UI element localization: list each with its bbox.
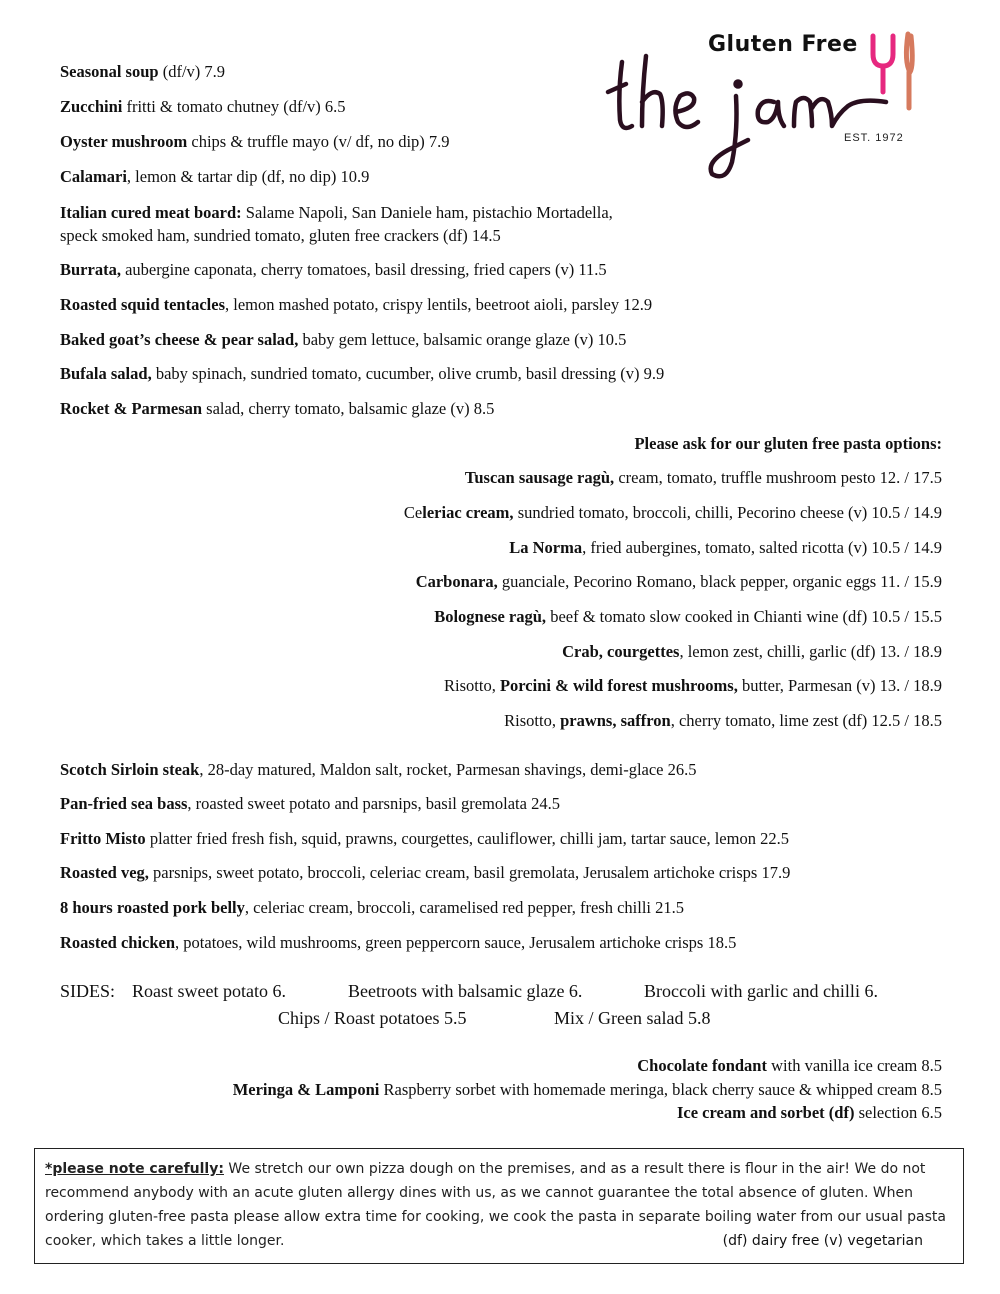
diet-legend: (df) dairy free (v) vegetarian [722,1233,923,1249]
menu-item: Celeriac cream, sundried tomato, broccoli, chilli, Pecorino cheese (v) 10.5 / 14.9 [403,503,942,522]
menu-item [60,97,346,117]
menu-item [233,1080,942,1100]
brand-est: EST. 1972 [844,132,904,144]
note-body: We stretch our own pizza dough on the premises, and as a result there is flour in the air! We do not recommend anybody with an acute gluten allergy dines with us, as we cannot guarantee the total absence of gluten. When ordering gluten-free pasta please allow extra time for cooking, we cook the pasta in separate boiling water from our usual pasta cooker, which takes a little longer. [45,1161,946,1249]
item-desc: , lemon mashed potato, crispy lentils, beetroot aioli, parsley 12.9 [225,295,653,314]
item-name: Meringa & Lamponi [232,1080,380,1099]
item-name: Roasted veg, [60,863,149,882]
item-name: Italian cured meat board: [60,203,242,222]
item-name: Burrata, [60,260,121,279]
menu-item [562,642,942,662]
menu-item [509,538,942,558]
item-desc: salad, cherry tomato, balsamic glaze (v) 8.5 [202,399,495,418]
brand-tagline: Gluten Free [708,32,858,57]
item-name: Roasted squid tentacles [60,295,226,314]
item-name: Oyster mushroom [60,132,188,151]
side-item: Beetroots with balsamic glaze 6. [348,981,583,1001]
item-name: Carbonara, [415,572,498,591]
menu-item [434,607,942,627]
item-name: Chocolate fondant [637,1056,767,1075]
item-desc: aubergine caponata, cherry tomatoes, basil dressing, fried capers (v) 11.5 [120,260,607,279]
menu-item [60,167,369,187]
item-name: Tuscan sausage ragù, [464,468,615,487]
allergy-note [34,1148,964,1264]
menu-item [60,863,790,883]
menu-item [60,760,697,780]
item-name: Roasted chicken [60,933,176,952]
item-desc: , 28-day matured, Maldon salt, rocket, Parmesan shavings, demi-glace 26.5 [199,760,697,779]
menu-item [60,330,626,350]
side-item: Roast sweet potato 6. [132,981,286,1001]
item-desc: Salame Napoli, San Daniele ham, pistachio Mortadella, [241,203,613,222]
item-name: 8 hours roasted pork belly [60,898,245,917]
menu-item [60,295,652,315]
item-desc: , lemon zest, chilli, garlic (df) 13. / 18.9 [679,642,942,661]
item-name: Crab, courgettes [562,642,680,661]
menu-item [60,794,560,814]
item-desc: chips & truffle mayo (v/ df, no dip) 7.9 [187,132,450,151]
menu-item [637,1056,942,1076]
item-name: Rocket & Parmesan [60,399,203,418]
item-name: Zucchini [60,97,123,116]
pasta-heading: Please ask for our gluten free pasta options: [634,434,942,453]
item-desc: cream, tomato, truffle mushroom pesto 12. / 17.5 [614,468,942,487]
item-name: Pan-fried sea bass [60,794,188,813]
item-name: La Norma [509,538,583,557]
brand-logo [598,22,918,192]
side-item: Mix / Green salad 5.8 [554,1008,711,1028]
item-name: Baked goat’s cheese & pear salad, [60,330,299,349]
item-desc: selection 6.5 [854,1103,942,1122]
item-name: Bolognese ragù, [434,607,547,626]
menu-item [465,468,942,488]
item-desc: Raspberry sorbet with homemade meringa, black cherry sauce & whipped cream 8.5 [379,1080,942,1099]
menu-item [60,260,607,280]
item-desc: parsnips, sweet potato, broccoli, celeriac cream, basil gremolata, Jerusalem artichoke crisps 17.9 [148,863,791,882]
menu-item: Risotto, Porcini & wild forest mushrooms, butter, Parmesan (v) 13. / 18.9 [444,676,942,695]
item-name: Ice cream and sorbet (df) [676,1103,855,1122]
menu-item [60,933,736,953]
item-name: Scotch Sirloin steak [60,760,200,779]
item-name: leriac cream, [422,503,514,522]
item-desc: sundried tomato, broccoli, chilli, Pecorino cheese (v) 10.5 / 14.9 [513,503,942,522]
menu-item [60,132,450,152]
menu-item [416,572,942,592]
item-desc: , celeriac cream, broccoli, caramelised red pepper, fresh chilli 21.5 [244,898,685,917]
item-desc: , cherry tomato, lime zest (df) 12.5 / 18.5 [670,711,942,730]
side-item: Chips / Roast potatoes 5.5 [278,1008,467,1028]
menu-item [60,898,684,918]
menu-item [60,203,613,223]
menu-item [677,1103,942,1123]
sides-label: SIDES: [60,981,116,1001]
item-desc: fritti & tomato chutney (df/v) 6.5 [122,97,346,116]
item-desc: , roasted sweet potato and parsnips, basil gremolata 24.5 [187,794,560,813]
item-desc: with vanilla ice cream 8.5 [766,1056,942,1075]
item-desc: , lemon & tartar dip (df, no dip) 10.9 [126,167,370,186]
menu-item [60,62,225,82]
fork-icon [873,34,912,108]
menu-item: Risotto, prawns, saffron, cherry tomato, lime zest (df) 12.5 / 18.5 [504,711,942,730]
item-desc: platter fried fresh fish, squid, prawns, courgettes, cauliflower, chilli jam, tartar sauce, lemon 22.5 [145,829,789,848]
menu-item [60,364,664,384]
item-desc: baby gem lettuce, balsamic orange glaze (v) 10.5 [298,330,627,349]
item-desc: (df/v) 7.9 [158,62,226,81]
item-name: Bufala salad, [60,364,152,383]
menu-item [60,829,789,849]
menu-item-continuation: speck smoked ham, sundried tomato, gluten free crackers (df) 14.5 [60,226,501,245]
item-name: prawns, saffron [560,711,671,730]
script-wordmark [608,56,886,176]
note-label: *please note carefully: [45,1161,224,1177]
item-name: Fritto Misto [60,829,146,848]
item-desc: beef & tomato slow cooked in Chianti wine (df) 10.5 / 15.5 [546,607,942,626]
item-name: Seasonal soup [60,62,159,81]
item-desc: guanciale, Pecorino Romano, black pepper, organic eggs 11. / 15.9 [497,572,942,591]
menu-item [60,399,494,419]
item-name: Calamari [60,167,127,186]
side-item: Broccoli with garlic and chilli 6. [644,981,878,1001]
item-desc: baby spinach, sundried tomato, cucumber, olive crumb, basil dressing (v) 9.9 [151,364,665,383]
item-name: Porcini & wild forest mushrooms, [499,676,738,695]
item-desc: butter, Parmesan (v) 13. / 18.9 [737,676,942,695]
item-desc: , potatoes, wild mushrooms, green peppercorn sauce, Jerusalem artichoke crisps 18.5 [175,933,737,952]
item-desc: , fried aubergines, tomato, salted ricotta (v) 10.5 / 14.9 [582,538,942,557]
